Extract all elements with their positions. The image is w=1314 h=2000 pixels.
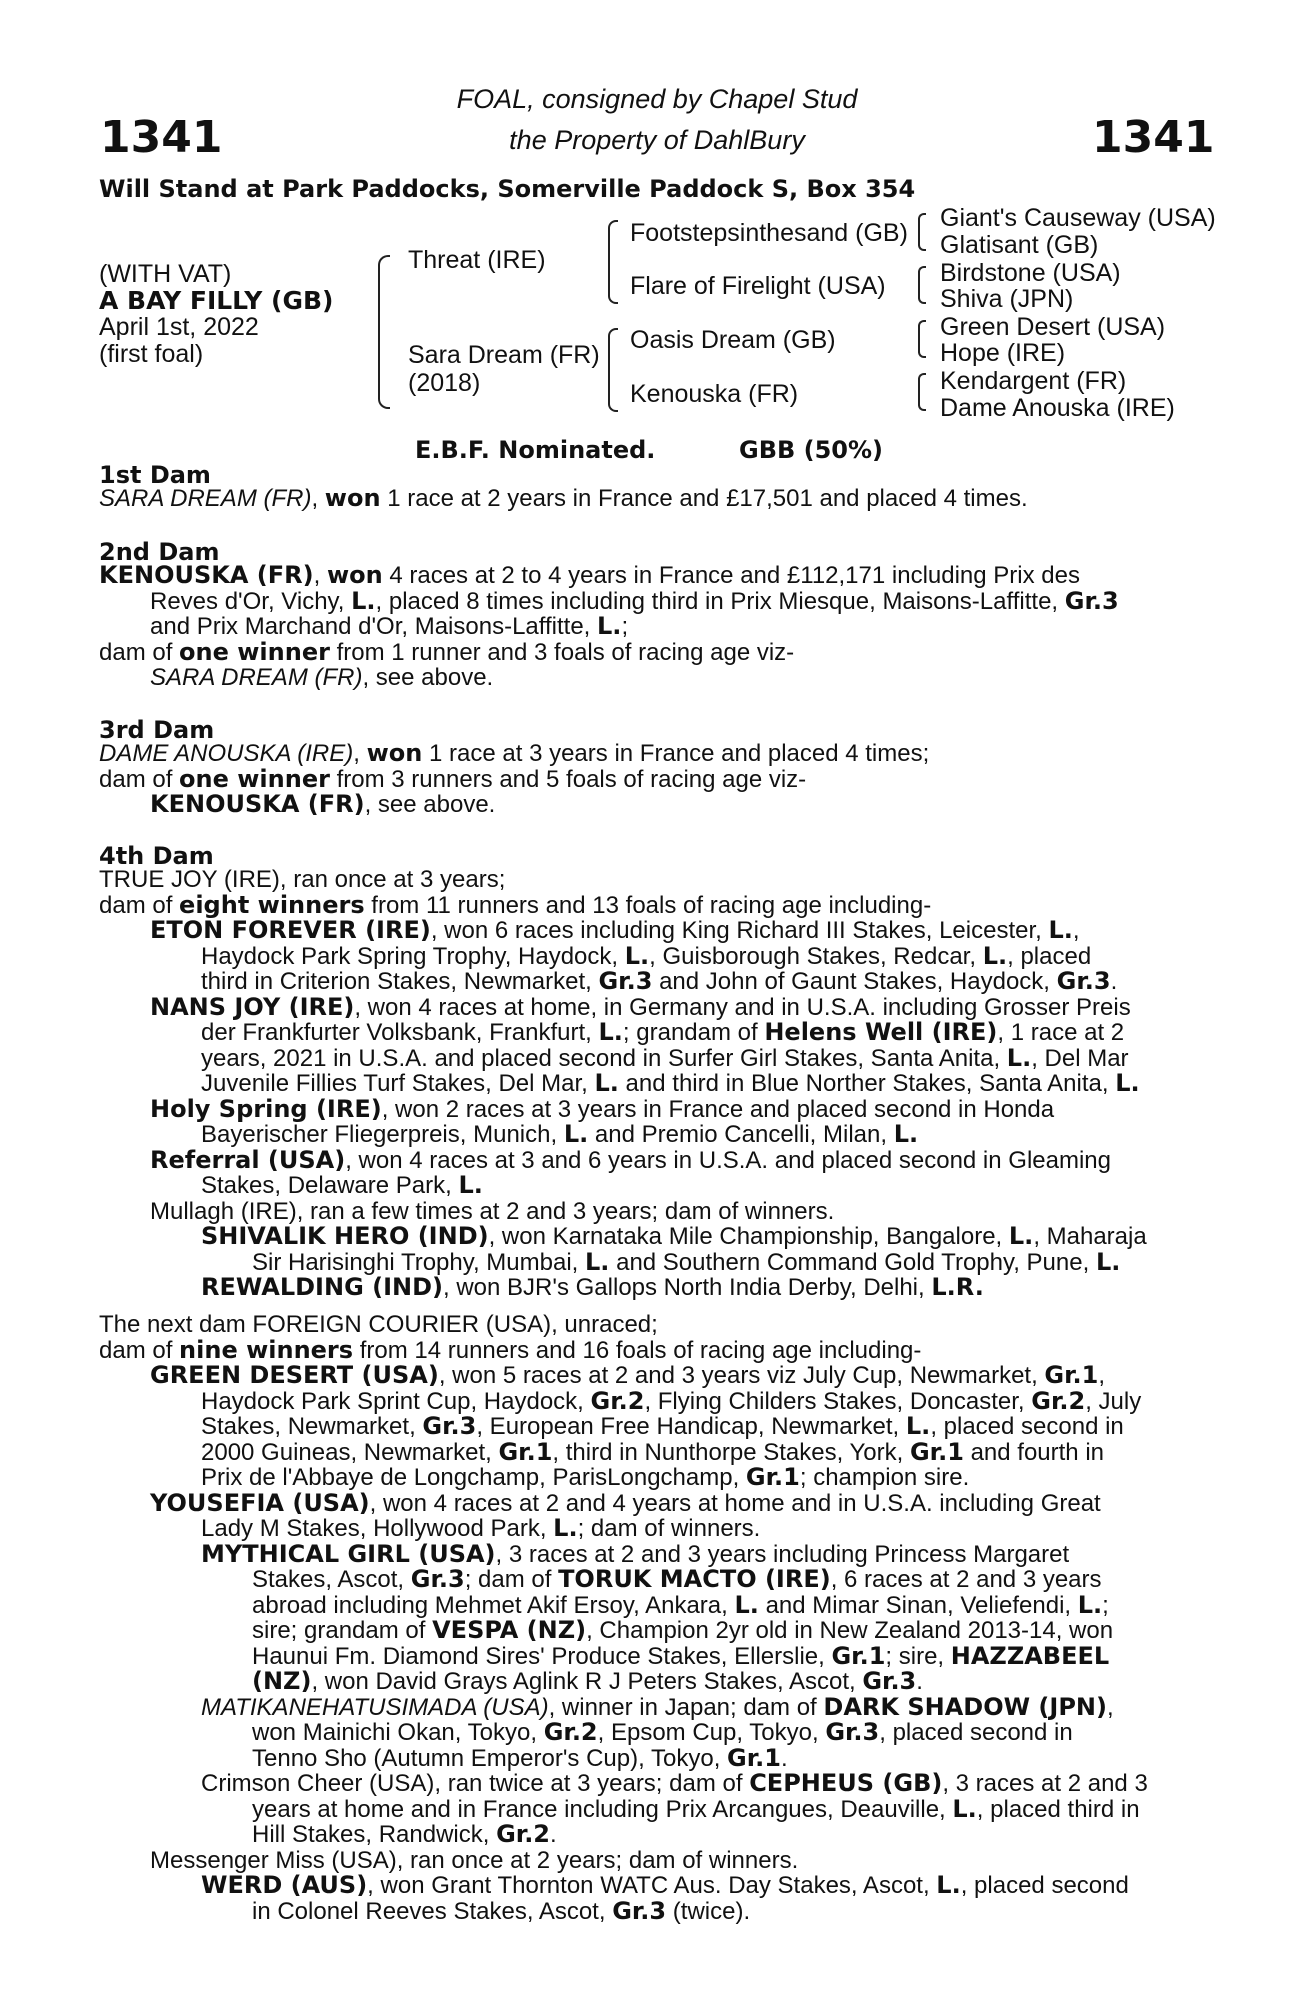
header-consignor: FOAL, consigned by Chapel Stud (456, 84, 858, 114)
ped-sire: Threat (IRE) (408, 246, 546, 274)
gbb-status: GBB (50%) (739, 436, 884, 464)
first-dam-text: SARA DREAM (FR), won 1 race at 2 years in France and £17,501 and placed 4 times. (99, 484, 1028, 512)
ped-dds: Kendargent (FR) (940, 367, 1127, 395)
ped-ss: Footstepsinthesand (GB) (630, 219, 908, 247)
second-dam-text: KENOUSKA (FR), won 4 races at 2 to 4 years in France and £112,171 including Prix des Reves d'Or, Vichy, L., placed 8 times including third in Prix Miesque, Maisons-Laffitte, Gr.3 and Prix Marchand d'Or, Maisons-Laffitte, L.; dam of one winner from 1 runner and 3 foals of racing age viz- SARA DREAM (FR), see above. (99, 561, 1119, 691)
brace-main (378, 255, 390, 409)
foal-note: (first foal) (99, 340, 204, 368)
ped-ddd: Dame Anouska (IRE) (940, 394, 1175, 422)
ebf-nominated: E.B.F. Nominated. (415, 436, 656, 464)
ped-ssd: Glatisant (GB) (940, 231, 1099, 259)
header-property: the Property of DahlBury (509, 125, 805, 155)
third-dam-title: 3rd Dam (99, 716, 215, 744)
ped-dam-year: (2018) (408, 369, 481, 397)
ped-sds: Birdstone (USA) (940, 259, 1121, 287)
lot-number-left: 1341 (100, 112, 223, 163)
ped-dsd: Hope (IRE) (940, 339, 1066, 367)
ped-dd: Kenouska (FR) (630, 380, 799, 408)
first-dam-title: 1st Dam (99, 461, 211, 489)
ped-sss: Giant's Causeway (USA) (940, 204, 1216, 232)
second-dam-title: 2nd Dam (99, 538, 220, 566)
stand-location: Will Stand at Park Paddocks, Somerville Paddock S, Box 354 (99, 175, 916, 203)
ped-dam: Sara Dream (FR) (408, 341, 600, 369)
foaled-date: April 1st, 2022 (99, 313, 259, 341)
lot-name: A BAY FILLY (GB) (99, 286, 334, 315)
fourth-dam-title: 4th Dam (99, 842, 214, 870)
brace-sire (608, 220, 618, 304)
fourth-dam-text: TRUE JOY (IRE), ran once at 3 years; dam of eight winners from 11 runners and 13 foals of racing age including- ETON FOREVER (IRE), won 6 races including King Richard III Stakes, Leicester, L., Haydock Park Spring Trophy, Haydock, L., Guisborough Stakes, Redcar, L., placed third in Criterion Stakes, Newmarket, Gr.3 and John of Gaunt Stakes, Haydock, Gr.3. NANS JOY (IRE), won 4 races at home, in Germany and in U.S.A. including Grosser Preis der Frankfurter Volksbank, Frankfurt, L.; grandam of Helens Well (IRE), 1 race at 2 years, 2021 in U.S.A. and placed second in Surfer Girl Stakes, Santa Anita, L., Del Mar Juvenile Fillies Turf Stakes, Del Mar, L. and third in Blue Norther Stakes, Santa Anita, L. Holy Spring (IRE), won 2 races at 3 years in France and placed second in Honda Bayerischer Fliegerpreis, Munich, L. and Premio Cancelli, Milan, L. Referral (USA), won 4 races at 3 and 6 years in U.S.A. and placed second in Gleaming Stakes, Delaware Park, L. Mullagh (IRE), ran a few times at 2 and 3 years; dam of winners. SHIVALIK HERO (IND), won Karnataka Mile Championship, Bangalore, L., Maharaja Sir Harisinghi Trophy, Mumbai, L. and Southern Command Gold Trophy, Pune, L. REWALDING (IND), won BJR's Gallops North India Derby, Delhi, L.R. (99, 866, 1147, 1301)
brace-sd (918, 266, 926, 304)
brace-dam (608, 328, 618, 412)
ped-ds: Oasis Dream (GB) (630, 326, 836, 354)
ped-dss: Green Desert (USA) (940, 313, 1166, 341)
brace-ds (918, 320, 926, 358)
vat-note: (WITH VAT) (99, 260, 232, 288)
next-dam-text: The next dam FOREIGN COURIER (USA), unraced; dam of nine winners from 14 runners and 16 foals of racing age including- GREEN DESERT (USA), won 5 races at 2 and 3 years viz July Cup, Newmarket, Gr.1, Haydock Park Sprint Cup, Haydock, Gr.2, Flying Childers Stakes, Doncaster, Gr.2, July Stakes, Newmarket, Gr.3, European Free Handicap, Newmarket, L., placed second in 2000 Guineas, Newmarket, Gr.1, third in Nunthorpe Stakes, York, Gr.1 and fourth in Prix de l'Abbaye de Longchamp, ParisLongchamp, Gr.1; champion sire. YOUSEFIA (USA), won 4 races at 2 and 4 years at home and in U.S.A. including Great Lady M Stakes, Hollywood Park, L.; dam of winners. MYTHICAL GIRL (USA), 3 races at 2 and 3 years including Princess Margaret Stakes, Ascot, Gr.3; dam of TORUK MACTO (IRE), 6 races at 2 and 3 years abroad including Mehmet Akif Ersoy, Ankara, L. and Mimar Sinan, Veliefendi, L.; sire; grandam of VESPA (NZ), Champion 2yr old in New Zealand 2013-14, won Haunui Fm. Diamond Sires' Produce Stakes, Ellerslie, Gr.1; sire, HAZZABEEL (NZ), won David Grays Aglink R J Peters Stakes, Ascot, Gr.3. MATIKANEHATUSIMADA (USA), winner in Japan; dam of DARK SHADOW (JPN), won Mainichi Okan, Tokyo, Gr.2, Epsom Cup, Tokyo, Gr.3, placed second in Tenno Sho (Autumn Emperor's Cup), Tokyo, Gr.1. Crimson Cheer (USA), ran twice at 3 years; dam of CEPHEUS (GB), 3 races at 2 and 3 years at home and in France including Prix Arcangues, Deauville, L., placed third in Hill Stakes, Randwick, Gr.2. Messenger Miss (USA), ran once at 2 years; dam of winners. WERD (AUS), won Grant Thornton WATC Aus. Day Stakes, Ascot, L., placed second in Colonel Reeves Stakes, Ascot, Gr.3 (twice). (99, 1311, 1148, 1925)
third-dam-text: DAME ANOUSKA (IRE), won 1 race at 3 years in France and placed 4 times; dam of one winner from 3 runners and 5 foals of racing age viz- KENOUSKA (FR), see above. (99, 739, 930, 818)
brace-dd (918, 373, 926, 411)
ped-sd: Flare of Firelight (USA) (630, 272, 886, 300)
ped-sdd: Shiva (JPN) (940, 285, 1074, 313)
brace-ss (918, 213, 926, 251)
lot-number-right: 1341 (1092, 112, 1215, 163)
